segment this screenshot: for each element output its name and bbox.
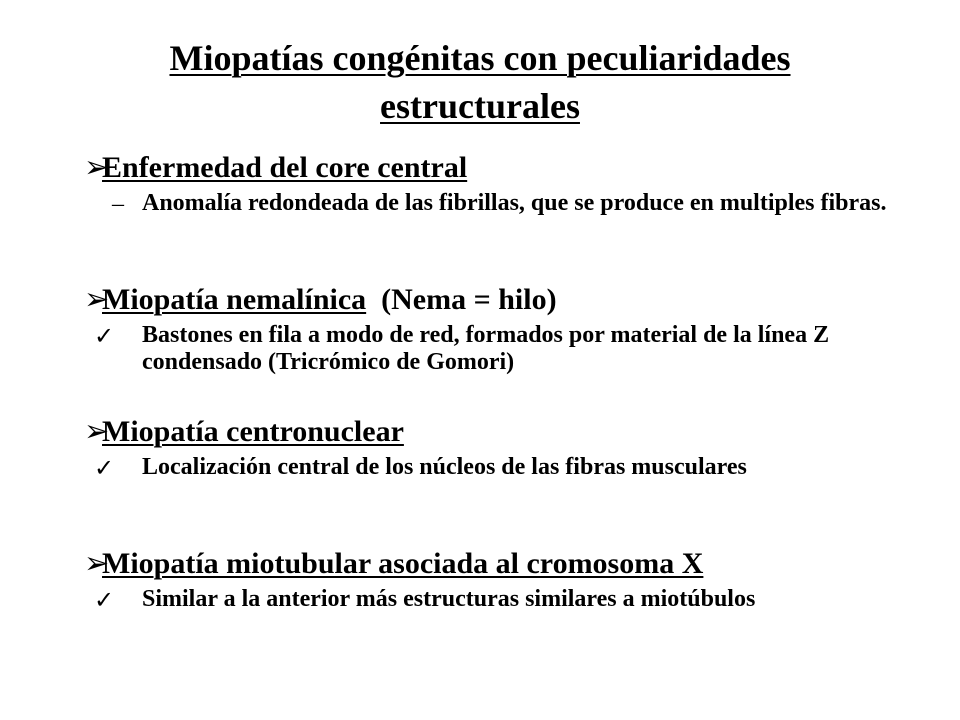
arrow-bullet-icon: ➢ — [84, 546, 110, 581]
section-heading: Miopatía nemalínica (Nema = hilo) — [102, 283, 557, 316]
dash-bullet-icon: – — [112, 191, 124, 217]
section-detail: Similar a la anterior más estructuras similares a miotúbulos — [142, 586, 756, 612]
section-heading: Miopatía centronuclear — [102, 415, 404, 448]
arrow-bullet-icon: ➢ — [84, 414, 110, 449]
section-detail: Bastones en fila a modo de red, formados por material de la línea Z condensado (Tricrómico de Gomori) — [142, 322, 830, 375]
title-line-1: Miopatías congénitas con peculiaridades — [169, 38, 791, 78]
checkmark-icon: ✓ — [94, 586, 115, 614]
section-centronuclear — [0, 414, 960, 481]
slide-title — [60, 34, 900, 130]
section-heading-extra: (Nema = hilo) — [381, 283, 557, 316]
section-nemalinica — [0, 282, 960, 376]
section-detail: Localización central de los núcleos de las fibras musculares — [142, 454, 747, 480]
section-miotubular — [0, 546, 960, 613]
checkmark-icon: ✓ — [94, 454, 115, 482]
section-detail: Anomalía redondeada de las fibrillas, que se produce en multiples fibras. — [142, 190, 887, 216]
checkmark-icon: ✓ — [94, 322, 115, 350]
section-heading: Enfermedad del core central — [102, 151, 468, 184]
arrow-bullet-icon: ➢ — [84, 150, 110, 185]
section-heading: Miopatía miotubular asociada al cromosoma X — [102, 547, 704, 580]
arrow-bullet-icon: ➢ — [84, 282, 110, 317]
title-line-2: estructurales — [380, 86, 580, 126]
section-core-central — [0, 150, 960, 217]
